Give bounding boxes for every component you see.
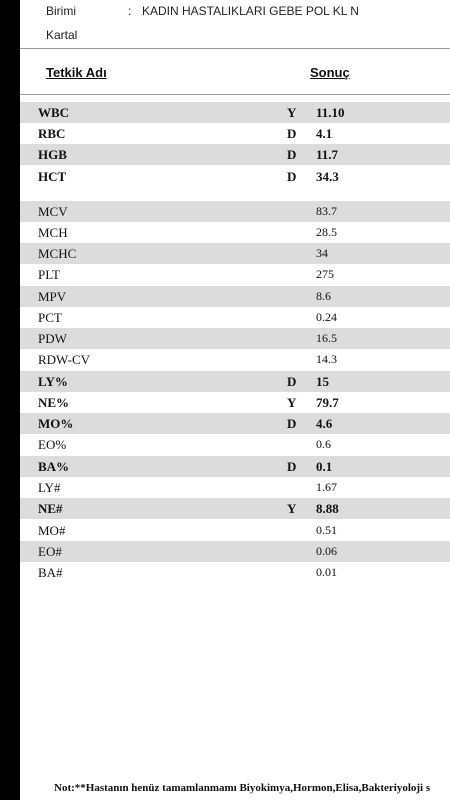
table-row bbox=[20, 349, 450, 370]
birimi-separator: : bbox=[128, 4, 132, 18]
result-value: 0.1 bbox=[316, 459, 333, 474]
result-value: 79.7 bbox=[316, 395, 339, 410]
test-name: PCT bbox=[38, 310, 62, 325]
result-value: 0.51 bbox=[316, 523, 337, 537]
table-row bbox=[20, 456, 450, 477]
test-name: MPV bbox=[38, 289, 67, 304]
result-flag: Y bbox=[287, 501, 297, 516]
table-row bbox=[20, 166, 450, 187]
result-value: 4.6 bbox=[316, 416, 333, 431]
result-flag: D bbox=[287, 416, 297, 431]
table-row bbox=[20, 286, 450, 307]
test-name: MO% bbox=[38, 416, 74, 431]
table-row bbox=[20, 477, 450, 498]
table-row bbox=[20, 201, 450, 222]
table-row bbox=[20, 264, 450, 285]
table-row bbox=[20, 222, 450, 243]
result-flag: D bbox=[287, 459, 297, 474]
birimi-value: KADIN HASTALIKLARI GEBE POL KL N bbox=[142, 4, 359, 18]
result-flag: D bbox=[287, 169, 297, 184]
result-value: 28.5 bbox=[316, 225, 337, 239]
test-name: PLT bbox=[38, 267, 60, 282]
test-name: MCV bbox=[38, 204, 68, 219]
location-text: Kartal bbox=[46, 28, 78, 42]
test-name: LY% bbox=[38, 374, 68, 389]
result-value: 0.6 bbox=[316, 437, 331, 451]
test-name: NE% bbox=[38, 395, 70, 410]
lab-report-page bbox=[20, 0, 450, 800]
result-flag: Y bbox=[287, 395, 297, 410]
table-row bbox=[20, 541, 450, 562]
result-flag: Y bbox=[287, 105, 297, 120]
result-value: 0.24 bbox=[316, 310, 337, 324]
test-name: HGB bbox=[38, 147, 67, 162]
test-name: BA# bbox=[38, 565, 63, 580]
test-name: EO# bbox=[38, 544, 62, 559]
test-name: RBC bbox=[38, 126, 66, 141]
result-value: 14.3 bbox=[316, 352, 337, 366]
result-flag: D bbox=[287, 374, 297, 389]
test-name: LY# bbox=[38, 480, 61, 495]
result-value: 34.3 bbox=[316, 169, 339, 184]
table-row bbox=[20, 102, 450, 123]
test-name: BA% bbox=[38, 459, 70, 474]
result-value: 4.1 bbox=[316, 126, 333, 141]
table-row bbox=[20, 392, 450, 413]
result-value: 0.06 bbox=[316, 544, 337, 558]
table-row bbox=[20, 328, 450, 349]
result-value: 1.67 bbox=[316, 480, 337, 494]
result-value: 11.7 bbox=[316, 147, 339, 162]
result-value: 0.01 bbox=[316, 565, 337, 579]
result-value: 8.6 bbox=[316, 289, 331, 303]
table-row bbox=[20, 498, 450, 519]
table-row bbox=[20, 243, 450, 264]
table-row bbox=[20, 371, 450, 392]
result-flag: D bbox=[287, 126, 297, 141]
table-row bbox=[20, 123, 450, 144]
birimi-label: Birimi bbox=[46, 4, 76, 18]
result-value: 8.88 bbox=[316, 501, 339, 516]
test-name: RDW-CV bbox=[38, 352, 90, 367]
test-name: MO# bbox=[38, 523, 66, 538]
table-row bbox=[20, 520, 450, 541]
result-value: 83.7 bbox=[316, 204, 337, 218]
test-name: NE# bbox=[38, 501, 63, 516]
column-header-test-name: Tetkik Adı bbox=[46, 65, 107, 80]
result-value: 275 bbox=[316, 267, 334, 281]
table-row bbox=[20, 144, 450, 165]
test-name: MCH bbox=[38, 225, 68, 240]
test-name: WBC bbox=[38, 105, 70, 120]
table-row bbox=[20, 434, 450, 455]
result-value: 34 bbox=[316, 246, 328, 260]
test-name: MCHC bbox=[38, 246, 77, 261]
header-divider bbox=[20, 48, 450, 49]
column-header-divider bbox=[20, 94, 450, 95]
result-value: 16.5 bbox=[316, 331, 337, 345]
table-row bbox=[20, 562, 450, 583]
result-flag: D bbox=[287, 147, 297, 162]
result-value: 11.10 bbox=[316, 105, 345, 120]
column-header-result: Sonuç bbox=[310, 65, 350, 80]
table-row bbox=[20, 307, 450, 328]
result-value: 15 bbox=[316, 374, 329, 389]
table-row bbox=[20, 413, 450, 434]
footer-note: Not:**Hastanın henüz tamamlanmamı Biyokimya,Hormon,Elisa,Bakteriyoloji s bbox=[54, 782, 431, 794]
test-name: HCT bbox=[38, 169, 67, 184]
test-name: EO% bbox=[38, 437, 67, 452]
test-name: PDW bbox=[38, 331, 67, 346]
